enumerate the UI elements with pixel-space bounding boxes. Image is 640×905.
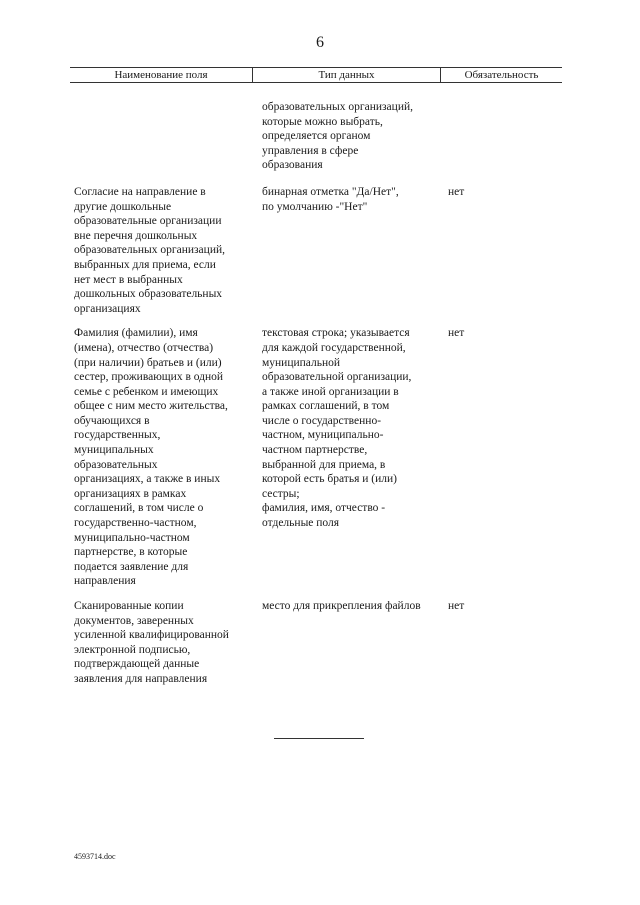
header-required: Обязательность [440,68,562,82]
end-divider [274,738,364,739]
table-row [70,599,562,687]
required-cell [440,100,562,173]
field-name-cell: Фамилия (фамилии), имя (имена), отчество (отчества) (при наличии) братьев и (или) сестер, проживающих в одной семье с ребенком и имеющих общее с ним место жительства, обучающихся в государственных, муниципальных образовательных организациях, а также в иных организациях в рамках соглашений, в том числе о государственно-частном, муниципально-частном партнерстве, в которые подается заявление для направления [74,327,228,588]
field-name-cell: Согласие на направление в другие дошкольные образовательные организации вне перечня дошкольных образовательных организаций, выбранных для приема, если нет мест в выбранных дошкольных образовательных организациях [74,185,225,315]
header-field-name: Наименование поля [114,69,208,81]
required-cell: нет [448,185,465,198]
page-number: 6 [316,34,324,51]
header-data-type: Тип данных [252,68,440,82]
required-cell: нет [448,327,465,340]
table-row [70,185,562,316]
table-row [70,326,562,589]
document-file-name: 4593714.doc [74,852,116,861]
data-type-cell: текстовая строка; указывается для каждой государственной, муниципальной образовательной организации, а также иной организации в рамках соглашений, в том числе о государственно- частном, муниципально- частном партнерстве, выбранной для приема, в которой есть братья и (или) сестры; фамилия, имя, отчество - отдельные поля [262,327,412,530]
field-name-cell: Сканированные копии документов, заверенных усиленной квалифицированной электронной подписью, подтверждающей данные заявления для направления [74,600,229,685]
data-type-cell: образовательных организаций, которые можно выбрать, определяется органом управления в сфере образования [262,101,413,172]
field-name-cell [70,100,252,173]
data-type-cell: место для прикрепления файлов [262,600,421,612]
required-cell: нет [448,600,465,612]
table-header [70,67,562,83]
fields-table [70,67,562,687]
table-row [70,100,562,173]
data-type-cell: бинарная отметка "Да/Нет", по умолчанию -"Нет" [262,185,399,213]
